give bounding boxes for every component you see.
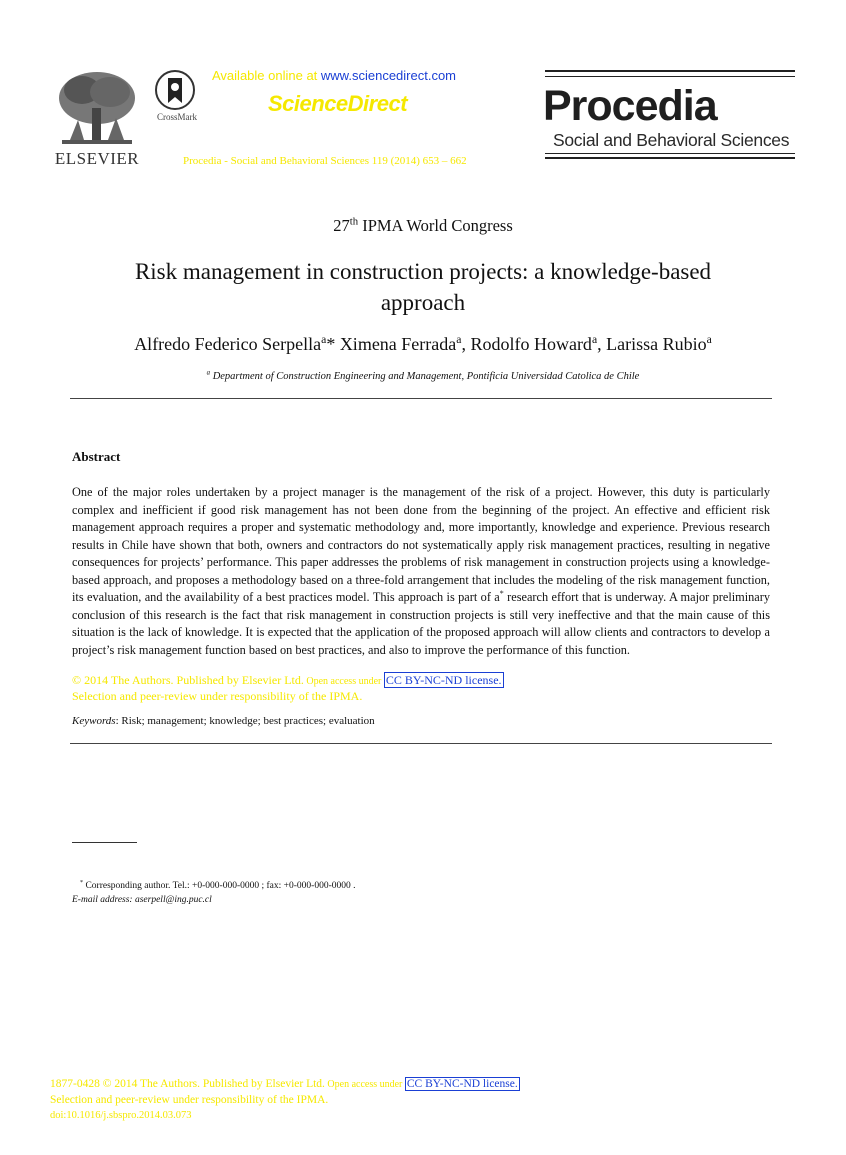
journal-reference: Procedia - Social and Behavioral Sciences 119 (2014) 653 – 662 [183,155,467,167]
congress-name: IPMA World Congress [358,216,513,235]
open-access-text: Open access under [324,1079,405,1090]
author-name: Alfredo Federico Serpella [134,334,322,354]
author-affil-mark: a [321,333,327,346]
abstract-text: One of the major roles undertaken by a project manager is the management of the risk of a project. However, this duty is particularly complex and inefficient if good risk management has not been done from the beginning of the project. An effective and efficient risk management approach requires a proper and systematic methodology and, more importantly, knowledge and experience. Previous research results in Chile have shown that both, owners and contractors do not systematically apply risk management practices, resulting in negative consequences for projects’ performance. This paper addresses the problems of risk management in construction projects using a knowledge-based approach, and proposes a methodology based on a three-fold arrangement that includes the modeling of the risk management function, its evaluation, and the availability of a best practices model. This approach is part of a [72,485,770,604]
license-link[interactable]: CC BY-NC-ND license. [406,1078,518,1090]
affiliation-text: Department of Construction Engineering and Management, Pontificia Universidad Catolica de Chile [210,371,640,382]
congress-line [0,216,846,236]
journal-logo-rule [545,153,795,154]
footnote-rule [72,842,137,843]
crossmark-icon[interactable] [155,70,195,110]
bottom-peer-review: Selection and peer-review under responsibility of the IPMA. [50,1094,329,1106]
author-affil-mark: a [706,333,712,346]
affiliation-line [0,371,846,382]
abstract-heading: Abstract [72,449,121,464]
journal-logo-rule [545,70,795,72]
section-divider [70,398,772,399]
author-name: Rodolfo Howard [470,334,592,354]
procedia-logo-title: Procedia [543,82,717,130]
author-name: Ximena Ferrada [339,334,457,354]
author-separator: * [326,334,340,354]
journal-logo-rule [545,76,795,77]
congress-number: 27 [333,216,350,235]
author-list [0,334,846,355]
crossmark-label: CrossMark [157,112,197,122]
issn-copyright-text: 1877-0428 © 2014 The Authors. Published by Elsevier Ltd. [50,1078,325,1090]
footnote-text: Corresponding author. Tel.: +0-000-000-0000 ; fax: +0-000-000-0000 . [83,881,356,891]
available-online-line [212,68,456,83]
elsevier-tree-logo [52,68,142,148]
sciencedirect-url-link[interactable]: www.sciencedirect.com [320,68,457,83]
keywords-label: Keywords [72,715,116,727]
congress-suffix: th [349,215,359,228]
available-online-prefix: Available online at [212,68,321,83]
abstract-body [72,484,770,659]
footnote-email[interactable]: E-mail address: aserpell@ing.puc.cl [72,895,212,905]
copyright-line [72,673,504,688]
affiliation-mark: a [206,369,211,377]
peer-review-line: Selection and peer-review under responsibility of the IPMA. [72,689,363,703]
footnote-mark: * [80,879,84,886]
sciencedirect-logo: ScienceDirect [268,91,408,116]
abstract-text: research effort that is underway. A major preliminary conclusion of this research is the fact that risk management in construction projects is still very ineffective and that the main cause of this situation is the lack of knowledge. It is expected that the application of the proposed approach will allow clients and contractors to develop a project’s risk management function based on best practices, and also to improve the performance of this function. [72,590,771,657]
elsevier-wordmark: ELSEVIER [54,149,140,168]
keywords-list: : Risk; management; knowledge; best practices; evaluation [115,715,375,727]
paper-title: Risk management in construction projects: a knowledge-based approach [134,259,712,315]
keywords-line [72,715,375,727]
section-divider [70,743,772,744]
journal-logo-rule [545,157,795,159]
author-separator: , [461,334,471,354]
bottom-copyright-line [50,1078,520,1090]
open-access-text: Open access under [303,676,384,687]
doi-link[interactable]: doi:10.1016/j.sbspro.2014.03.073 [50,1110,192,1121]
copyright-text: © 2014 The Authors. Published by Elsevier Ltd. [72,673,304,687]
footnote-corresponding-author [80,881,355,891]
abstract-footnote-mark: * [499,588,504,598]
author-separator: , [597,334,607,354]
author-affil-mark: a [456,333,462,346]
license-link[interactable]: CC BY-NC-ND license. [385,673,502,687]
author-affil-mark: a [591,333,598,346]
author-name: Larissa Rubio [606,334,707,354]
procedia-logo-subtitle: Social and Behavioral Sciences [553,130,790,150]
